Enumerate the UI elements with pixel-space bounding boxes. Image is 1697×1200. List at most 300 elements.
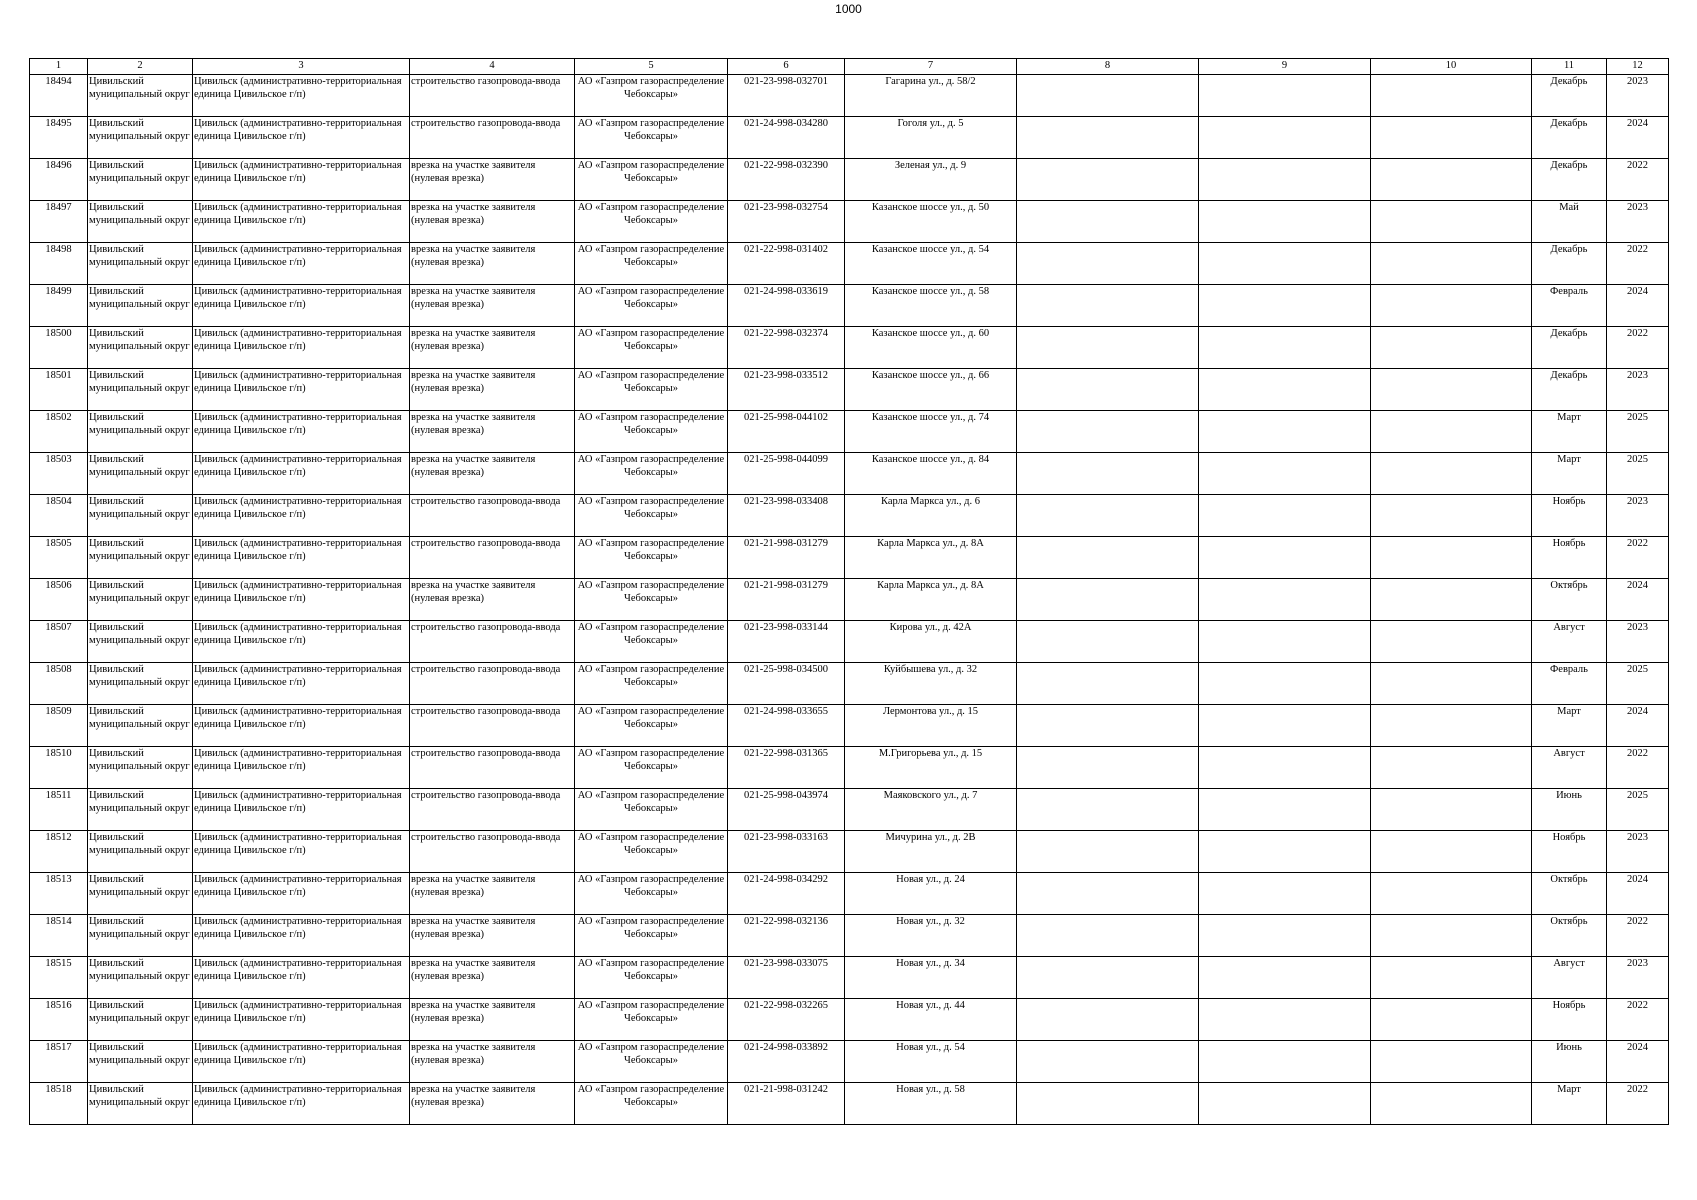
column-9-cell xyxy=(1199,705,1371,747)
year-cell xyxy=(1607,285,1669,327)
page-number: 1000 xyxy=(835,2,862,16)
organization-cell-text: АО «Газпром газораспределение Чебоксары» xyxy=(577,958,725,982)
column-8-cell-text xyxy=(1018,285,1197,326)
column-10-cell-text xyxy=(1372,495,1530,536)
column-9-cell xyxy=(1199,453,1371,495)
work-type-cell-text: врезка на участке заявителя (нулевая врезка) xyxy=(411,244,536,268)
object-code-cell xyxy=(728,243,845,285)
locality-cell-text: Цивильск (административно-территориальная единица Цивильское г/п) xyxy=(194,832,402,856)
object-code-cell xyxy=(728,453,845,495)
column-9-cell-text xyxy=(1200,789,1369,830)
column-10-cell xyxy=(1371,579,1532,621)
organization-cell-text: АО «Газпром газораспределение Чебоксары» xyxy=(577,244,725,268)
column-10-cell xyxy=(1371,621,1532,663)
address-cell-text: Казанское шоссе ул., д. 54 xyxy=(871,244,990,255)
row-number-cell xyxy=(30,1083,88,1125)
column-8-cell xyxy=(1017,1041,1199,1083)
year-cell-text: 2023 xyxy=(1627,832,1648,843)
work-type-cell-text: врезка на участке заявителя (нулевая врезка) xyxy=(411,286,536,310)
column-8-cell-text xyxy=(1018,579,1197,620)
organization-cell xyxy=(575,579,728,621)
locality-cell-text: Цивильск (административно-территориальная единица Цивильское г/п) xyxy=(194,202,402,226)
address-cell-text: Казанское шоссе ул., д. 84 xyxy=(871,454,990,465)
column-8-cell xyxy=(1017,873,1199,915)
column-9-cell xyxy=(1199,1083,1371,1125)
column-10-cell xyxy=(1371,873,1532,915)
month-cell-text: Март xyxy=(1557,1084,1581,1095)
table-row xyxy=(30,117,1669,159)
column-9-cell xyxy=(1199,117,1371,159)
column-9-cell xyxy=(1199,663,1371,705)
row-number-cell-text: 18500 xyxy=(45,328,72,339)
work-type-cell-text: врезка на участке заявителя (нулевая врезка) xyxy=(411,202,536,226)
object-code-cell-text: 021-23-998-033075 xyxy=(744,958,828,969)
work-type-cell-text: врезка на участке заявителя (нулевая врезка) xyxy=(411,1084,536,1108)
row-number-cell xyxy=(30,663,88,705)
row-number-cell-text: 18499 xyxy=(45,286,72,297)
table-row xyxy=(30,159,1669,201)
month-cell-text: Август xyxy=(1553,622,1585,633)
address-cell-text: Карла Маркса ул., д. 8А xyxy=(877,580,984,591)
row-number-cell-text: 18509 xyxy=(45,706,72,717)
locality-cell-text: Цивильск (административно-территориальная единица Цивильское г/п) xyxy=(194,748,402,772)
work-type-cell xyxy=(410,915,575,957)
table-row xyxy=(30,1083,1669,1125)
locality-cell-text: Цивильск (административно-территориальная единица Цивильское г/п) xyxy=(194,916,402,940)
year-cell xyxy=(1607,117,1669,159)
month-cell-text: Март xyxy=(1557,706,1581,717)
organization-cell xyxy=(575,453,728,495)
month-cell-text: Февраль xyxy=(1550,664,1588,675)
address-cell-text: Карла Маркса ул., д. 6 xyxy=(880,496,981,507)
column-8-cell xyxy=(1017,957,1199,999)
organization-cell xyxy=(575,1041,728,1083)
district-cell xyxy=(88,999,193,1041)
locality-cell-text: Цивильск (административно-территориальная единица Цивильское г/п) xyxy=(194,706,402,730)
organization-cell-text: АО «Газпром газораспределение Чебоксары» xyxy=(577,790,725,814)
address-cell-text: Казанское шоссе ул., д. 58 xyxy=(871,286,990,297)
column-9-cell-text xyxy=(1200,1041,1369,1082)
column-8-cell xyxy=(1017,159,1199,201)
organization-cell xyxy=(575,117,728,159)
organization-cell-text: АО «Газпром газораспределение Чебоксары» xyxy=(577,286,725,310)
column-8-cell xyxy=(1017,75,1199,117)
column-8-cell-text xyxy=(1018,411,1197,452)
year-cell xyxy=(1607,369,1669,411)
column-10-cell-text xyxy=(1372,285,1530,326)
object-code-cell-text: 021-22-998-031402 xyxy=(744,244,828,255)
row-number-cell-text: 18501 xyxy=(45,370,72,381)
work-type-cell-text: врезка на участке заявителя (нулевая врезка) xyxy=(411,1000,536,1024)
month-cell-text: Декабрь xyxy=(1550,76,1588,87)
year-cell xyxy=(1607,1083,1669,1125)
address-cell-text: Куйбышева ул., д. 32 xyxy=(883,664,978,675)
year-cell xyxy=(1607,873,1669,915)
month-cell xyxy=(1532,663,1607,705)
locality-cell xyxy=(193,831,410,873)
month-cell-text: Март xyxy=(1557,454,1581,465)
row-number-cell xyxy=(30,495,88,537)
district-cell-text: Цивильский муниципальный округ xyxy=(89,244,190,268)
column-10-cell xyxy=(1371,453,1532,495)
month-cell xyxy=(1532,621,1607,663)
organization-cell-text: АО «Газпром газораспределение Чебоксары» xyxy=(577,832,725,856)
district-cell-text: Цивильский муниципальный округ xyxy=(89,958,190,982)
work-type-cell-text: строительство газопровода-ввода xyxy=(411,706,561,717)
object-code-cell xyxy=(728,369,845,411)
locality-cell-text: Цивильск (административно-территориальная единица Цивильское г/п) xyxy=(194,1042,402,1066)
column-9-cell xyxy=(1199,201,1371,243)
address-cell xyxy=(845,705,1017,747)
address-cell-text: Казанское шоссе ул., д. 66 xyxy=(871,370,990,381)
month-cell xyxy=(1532,789,1607,831)
locality-cell xyxy=(193,159,410,201)
table-row xyxy=(30,999,1669,1041)
column-9-cell-text xyxy=(1200,537,1369,578)
organization-cell xyxy=(575,201,728,243)
district-cell-text: Цивильский муниципальный округ xyxy=(89,370,190,394)
work-type-cell-text: врезка на участке заявителя (нулевая врезка) xyxy=(411,958,536,982)
organization-cell-text: АО «Газпром газораспределение Чебоксары» xyxy=(577,622,725,646)
address-cell xyxy=(845,495,1017,537)
column-9-cell-text xyxy=(1200,201,1369,242)
address-cell xyxy=(845,285,1017,327)
locality-cell-text: Цивильск (административно-территориальная единица Цивильское г/п) xyxy=(194,790,402,814)
work-type-cell xyxy=(410,327,575,369)
organization-cell-text: АО «Газпром газораспределение Чебоксары» xyxy=(577,916,725,940)
month-cell xyxy=(1532,201,1607,243)
district-cell xyxy=(88,915,193,957)
work-type-cell xyxy=(410,453,575,495)
table-row xyxy=(30,537,1669,579)
month-cell xyxy=(1532,873,1607,915)
object-code-cell-text: 021-23-998-032701 xyxy=(744,76,828,87)
year-cell-text: 2023 xyxy=(1627,958,1648,969)
object-code-cell-text: 021-25-998-043974 xyxy=(744,790,828,801)
row-number-cell xyxy=(30,705,88,747)
column-8-cell-text xyxy=(1018,747,1197,788)
work-type-cell xyxy=(410,873,575,915)
address-cell-text: Новая ул., д. 58 xyxy=(896,1084,965,1095)
column-9-cell xyxy=(1199,999,1371,1041)
row-number-cell xyxy=(30,453,88,495)
month-cell xyxy=(1532,747,1607,789)
column-10-cell xyxy=(1371,369,1532,411)
column-10-cell xyxy=(1371,831,1532,873)
column-10-cell xyxy=(1371,1041,1532,1083)
table-row xyxy=(30,663,1669,705)
month-cell-text: Октябрь xyxy=(1550,916,1588,927)
column-10-cell-text xyxy=(1372,1083,1530,1124)
work-type-cell-text: строительство газопровода-ввода xyxy=(411,118,561,129)
locality-cell-text: Цивильск (административно-территориальная единица Цивильское г/п) xyxy=(194,286,402,310)
locality-cell xyxy=(193,117,410,159)
column-8-cell-text xyxy=(1018,705,1197,746)
column-9-cell-text xyxy=(1200,663,1369,704)
year-cell xyxy=(1607,579,1669,621)
object-code-cell-text: 021-25-998-044102 xyxy=(744,412,828,423)
address-cell xyxy=(845,369,1017,411)
column-9-cell-text xyxy=(1200,75,1369,116)
locality-cell xyxy=(193,327,410,369)
work-type-cell-text: строительство газопровода-ввода xyxy=(411,832,561,843)
object-code-cell-text: 021-22-998-031365 xyxy=(744,748,828,759)
locality-cell-text: Цивильск (административно-территориальная единица Цивильское г/п) xyxy=(194,412,402,436)
year-cell-text: 2024 xyxy=(1627,580,1648,591)
address-cell-text: Кирова ул., д. 42А xyxy=(889,622,972,633)
column-10-cell xyxy=(1371,789,1532,831)
address-cell xyxy=(845,999,1017,1041)
table-row xyxy=(30,747,1669,789)
organization-cell-text: АО «Газпром газораспределение Чебоксары» xyxy=(577,118,725,142)
organization-cell-text: АО «Газпром газораспределение Чебоксары» xyxy=(577,160,725,184)
row-number-cell xyxy=(30,285,88,327)
column-9-cell-text xyxy=(1200,1083,1369,1124)
district-cell xyxy=(88,747,193,789)
column-header-2: 2 xyxy=(88,59,193,75)
month-cell-text: Август xyxy=(1553,748,1585,759)
column-9-cell xyxy=(1199,915,1371,957)
district-cell xyxy=(88,411,193,453)
year-cell xyxy=(1607,957,1669,999)
row-number-cell xyxy=(30,873,88,915)
address-cell xyxy=(845,327,1017,369)
organization-cell xyxy=(575,537,728,579)
row-number-cell xyxy=(30,159,88,201)
address-cell xyxy=(845,663,1017,705)
column-9-cell-text xyxy=(1200,579,1369,620)
month-cell-text: Май xyxy=(1559,202,1579,213)
address-cell xyxy=(845,915,1017,957)
district-cell-text: Цивильский муниципальный округ xyxy=(89,748,190,772)
organization-cell xyxy=(575,411,728,453)
table-row xyxy=(30,1041,1669,1083)
row-number-cell-text: 18498 xyxy=(45,244,72,255)
column-8-cell xyxy=(1017,915,1199,957)
column-header-1: 1 xyxy=(30,59,88,75)
month-cell-text: Февраль xyxy=(1550,286,1588,297)
column-9-cell xyxy=(1199,579,1371,621)
column-number-header-row xyxy=(30,59,1669,75)
column-8-cell xyxy=(1017,789,1199,831)
table-row xyxy=(30,957,1669,999)
year-cell-text: 2025 xyxy=(1627,454,1648,465)
object-code-cell xyxy=(728,621,845,663)
year-cell xyxy=(1607,495,1669,537)
organization-cell xyxy=(575,327,728,369)
locality-cell-text: Цивильск (административно-территориальная единица Цивильское г/п) xyxy=(194,538,402,562)
work-type-cell-text: врезка на участке заявителя (нулевая врезка) xyxy=(411,580,536,604)
column-header-10: 10 xyxy=(1371,59,1532,75)
column-8-cell xyxy=(1017,537,1199,579)
district-cell xyxy=(88,663,193,705)
column-8-cell xyxy=(1017,663,1199,705)
month-cell xyxy=(1532,117,1607,159)
object-code-cell xyxy=(728,75,845,117)
work-type-cell xyxy=(410,579,575,621)
address-cell xyxy=(845,201,1017,243)
object-code-cell xyxy=(728,327,845,369)
column-9-cell xyxy=(1199,327,1371,369)
district-cell-text: Цивильский муниципальный округ xyxy=(89,706,190,730)
organization-cell xyxy=(575,495,728,537)
row-number-cell xyxy=(30,117,88,159)
row-number-cell-text: 18517 xyxy=(45,1042,72,1053)
column-8-cell-text xyxy=(1018,957,1197,998)
year-cell-text: 2024 xyxy=(1627,118,1648,129)
year-cell xyxy=(1607,915,1669,957)
object-code-cell-text: 021-24-998-033892 xyxy=(744,1042,828,1053)
district-cell xyxy=(88,159,193,201)
work-type-cell-text: врезка на участке заявителя (нулевая врезка) xyxy=(411,874,536,898)
month-cell xyxy=(1532,705,1607,747)
object-code-cell xyxy=(728,663,845,705)
organization-cell-text: АО «Газпром газораспределение Чебоксары» xyxy=(577,1000,725,1024)
organization-cell xyxy=(575,285,728,327)
column-8-cell xyxy=(1017,411,1199,453)
district-cell xyxy=(88,453,193,495)
district-cell xyxy=(88,705,193,747)
year-cell-text: 2022 xyxy=(1627,160,1648,171)
address-cell-text: Новая ул., д. 44 xyxy=(896,1000,965,1011)
address-cell xyxy=(845,117,1017,159)
object-code-cell-text: 021-24-998-033619 xyxy=(744,286,828,297)
address-cell xyxy=(845,159,1017,201)
work-type-cell xyxy=(410,705,575,747)
locality-cell-text: Цивильск (административно-территориальная единица Цивильское г/п) xyxy=(194,1000,402,1024)
district-cell-text: Цивильский муниципальный округ xyxy=(89,412,190,436)
column-9-cell xyxy=(1199,159,1371,201)
table-row xyxy=(30,789,1669,831)
locality-cell-text: Цивильск (административно-территориальная единица Цивильское г/п) xyxy=(194,244,402,268)
column-10-cell xyxy=(1371,159,1532,201)
work-type-cell-text: строительство газопровода-ввода xyxy=(411,622,561,633)
locality-cell xyxy=(193,285,410,327)
address-cell-text: Мичурина ул., д. 2В xyxy=(885,832,976,843)
organization-cell-text: АО «Газпром газораспределение Чебоксары» xyxy=(577,706,725,730)
object-code-cell-text: 021-24-998-034280 xyxy=(744,118,828,129)
column-8-cell xyxy=(1017,453,1199,495)
district-cell xyxy=(88,369,193,411)
column-8-cell xyxy=(1017,369,1199,411)
row-number-cell-text: 18505 xyxy=(45,538,72,549)
row-number-cell xyxy=(30,327,88,369)
address-cell-text: Новая ул., д. 34 xyxy=(896,958,965,969)
column-10-cell-text xyxy=(1372,453,1530,494)
column-8-cell-text xyxy=(1018,1041,1197,1082)
column-10-cell-text xyxy=(1372,327,1530,368)
column-10-cell-text xyxy=(1372,117,1530,158)
locality-cell-text: Цивильск (административно-территориальная единица Цивильское г/п) xyxy=(194,76,402,100)
year-cell xyxy=(1607,327,1669,369)
locality-cell-text: Цивильск (административно-территориальная единица Цивильское г/п) xyxy=(194,118,402,142)
work-type-cell-text: строительство газопровода-ввода xyxy=(411,664,561,675)
column-8-cell-text xyxy=(1018,537,1197,578)
column-10-cell-text xyxy=(1372,957,1530,998)
work-type-cell-text: строительство газопровода-ввода xyxy=(411,496,561,507)
column-10-cell xyxy=(1371,537,1532,579)
column-8-cell-text xyxy=(1018,201,1197,242)
table-row xyxy=(30,579,1669,621)
object-code-cell xyxy=(728,537,845,579)
locality-cell xyxy=(193,411,410,453)
month-cell xyxy=(1532,369,1607,411)
district-cell-text: Цивильский муниципальный округ xyxy=(89,496,190,520)
locality-cell-text: Цивильск (административно-территориальная единица Цивильское г/п) xyxy=(194,622,402,646)
column-10-cell-text xyxy=(1372,915,1530,956)
table-row xyxy=(30,243,1669,285)
year-cell-text: 2024 xyxy=(1627,1042,1648,1053)
column-10-cell xyxy=(1371,747,1532,789)
column-8-cell-text xyxy=(1018,243,1197,284)
month-cell xyxy=(1532,243,1607,285)
address-cell-text: Гоголя ул., д. 5 xyxy=(897,118,964,129)
row-number-cell xyxy=(30,789,88,831)
district-cell-text: Цивильский муниципальный округ xyxy=(89,580,190,604)
column-10-cell xyxy=(1371,663,1532,705)
address-cell xyxy=(845,243,1017,285)
object-code-cell xyxy=(728,201,845,243)
locality-cell xyxy=(193,453,410,495)
object-code-cell xyxy=(728,873,845,915)
column-header-5: 5 xyxy=(575,59,728,75)
column-9-cell-text xyxy=(1200,117,1369,158)
column-9-cell xyxy=(1199,537,1371,579)
organization-cell xyxy=(575,369,728,411)
column-header-3: 3 xyxy=(193,59,410,75)
month-cell xyxy=(1532,957,1607,999)
organization-cell xyxy=(575,957,728,999)
month-cell xyxy=(1532,999,1607,1041)
organization-cell xyxy=(575,159,728,201)
organization-cell xyxy=(575,705,728,747)
address-cell-text: Зеленая ул., д. 9 xyxy=(894,160,967,171)
address-cell-text: Казанское шоссе ул., д. 60 xyxy=(871,328,990,339)
column-9-cell xyxy=(1199,789,1371,831)
year-cell xyxy=(1607,537,1669,579)
address-cell-text: Казанское шоссе ул., д. 74 xyxy=(871,412,990,423)
month-cell-text: Март xyxy=(1557,412,1581,423)
work-type-cell-text: врезка на участке заявителя (нулевая врезка) xyxy=(411,160,536,184)
district-cell-text: Цивильский муниципальный округ xyxy=(89,76,190,100)
table-row xyxy=(30,705,1669,747)
year-cell xyxy=(1607,621,1669,663)
column-8-cell-text xyxy=(1018,789,1197,830)
column-10-cell xyxy=(1371,75,1532,117)
address-cell xyxy=(845,1083,1017,1125)
table-row xyxy=(30,621,1669,663)
column-9-cell-text xyxy=(1200,873,1369,914)
object-code-cell xyxy=(728,495,845,537)
organization-cell xyxy=(575,873,728,915)
column-8-cell xyxy=(1017,831,1199,873)
address-cell-text: Маяковского ул., д. 7 xyxy=(883,790,978,801)
locality-cell xyxy=(193,537,410,579)
district-cell-text: Цивильский муниципальный округ xyxy=(89,1084,190,1108)
object-code-cell-text: 021-21-998-031242 xyxy=(744,1084,828,1095)
locality-cell xyxy=(193,1041,410,1083)
row-number-cell xyxy=(30,747,88,789)
locality-cell-text: Цивильск (административно-территориальная единица Цивильское г/п) xyxy=(194,454,402,478)
month-cell xyxy=(1532,537,1607,579)
row-number-cell-text: 18508 xyxy=(45,664,72,675)
year-cell-text: 2022 xyxy=(1627,1000,1648,1011)
month-cell-text: Ноябрь xyxy=(1552,1000,1586,1011)
month-cell xyxy=(1532,831,1607,873)
object-code-cell-text: 021-23-998-033163 xyxy=(744,832,828,843)
work-type-cell-text: врезка на участке заявителя (нулевая врезка) xyxy=(411,370,536,394)
year-cell-text: 2023 xyxy=(1627,622,1648,633)
